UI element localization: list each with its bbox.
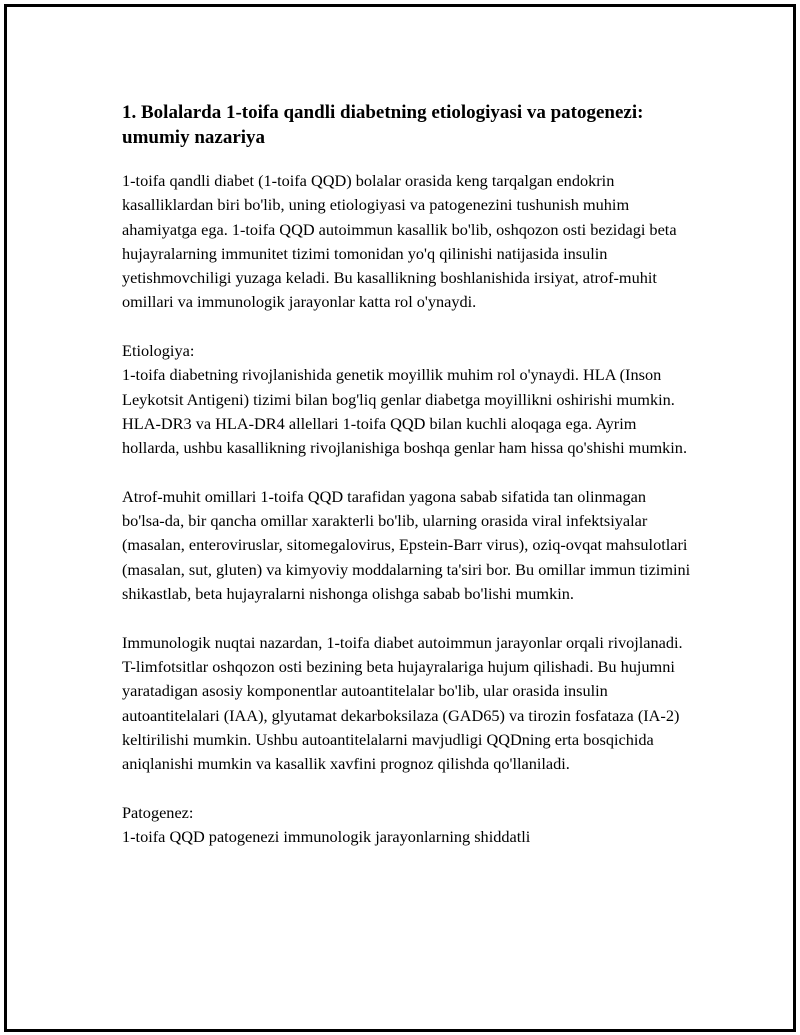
etiology-section — [122, 339, 692, 460]
document-body — [122, 100, 692, 849]
pathogenesis-section — [122, 801, 692, 850]
etiology-heading: Etiologiya: — [122, 341, 195, 361]
paragraph-gap — [122, 606, 692, 630]
page-frame — [4, 4, 796, 1032]
intro-paragraph: 1-toifa qandli diabet (1-toifa QQD) bolalar orasida keng tarqalgan endokrin kasalliklardan biri bo'lib, uning etiologiyasi va patogenezini tushunish muhim ahamiyatga ega. 1-toifa QQD autoimmun kasallik bo'lib, oshqozon osti bezidagi beta hujayralarning immunitet tizimi tomonidan yo'q qilinishi natijasida insulin yetishmovchiligi yuzaga keladi. Bu kasallikning boshlanishida irsiyat, atrof-muhit omillari va immunologik jarayonlar katta rol o'ynaydi. — [122, 171, 677, 312]
paragraph-gap — [122, 776, 692, 800]
pathogenesis-heading: Patogenez: — [122, 802, 194, 822]
etiology-genetic-paragraph: 1-toifa diabetning rivojlanishida genetik moyillik muhim rol o'ynaydi. HLA (Inson Leykotsit Antigeni) tizimi bilan bog'liq genlar diabetga moyillikni oshirishi mumkin. HLA-DR3 va HLA-DR4 allellari 1-toifa QQD bilan kuchli aloqaga ega. Ayrim hollarda, ushbu kasallikning rivojlanishiga boshqa genlar ham hissa qo'shishi mumkin. — [122, 365, 688, 458]
immunology-paragraph: Immunologik nuqtai nazardan, 1-toifa diabet autoimmun jarayonlar orqali rivojlanadi. T-limfotsitlar oshqozon osti bezining beta hujayralariga hujum qilishadi. Bu hujumni yaratadigan asosiy komponentlar autoantitelalar bo'lib, ular orasida insulin autoantitelalari (IAA), glyutamat dekarboksilaza (GAD65) va tirozin fosfataza (IA-2) keltirilishi mumkin. Ushbu autoantitelalarni mavjudligi QQDning erta bosqichida aniqlanishi mumkin va kasallik xavfini prognoz qilishda qo'llaniladi. — [122, 632, 683, 774]
paragraph-gap — [122, 315, 692, 339]
document-title: 1. Bolalarda 1-toifa qandli diabetning etiologiyasi va patogenezi: umumiy nazariya — [122, 102, 644, 148]
environment-paragraph: Atrof-muhit omillari 1-toifa QQD tarafidan yagona sabab sifatida tan olinmagan bo'lsa-da, bir qancha omillar xarakterli bo'lib, ularning orasida viral infektsiyalar (masalan, enteroviruslar, sitomegalovirus, Epstein-Barr virus), oziq-ovqat mahsulotlari (masalan, sut, gluten) va kimyoviy moddalarning ta'siri bor. Bu omillar immun tizimini shikastlab, beta hujayralarni nishonga olishga sabab bo'lishi mumkin. — [122, 486, 691, 604]
paragraph-gap — [122, 461, 692, 485]
pathogenesis-paragraph: 1-toifa QQD patogenezi immunologik jarayonlarning shiddatli — [122, 827, 531, 847]
